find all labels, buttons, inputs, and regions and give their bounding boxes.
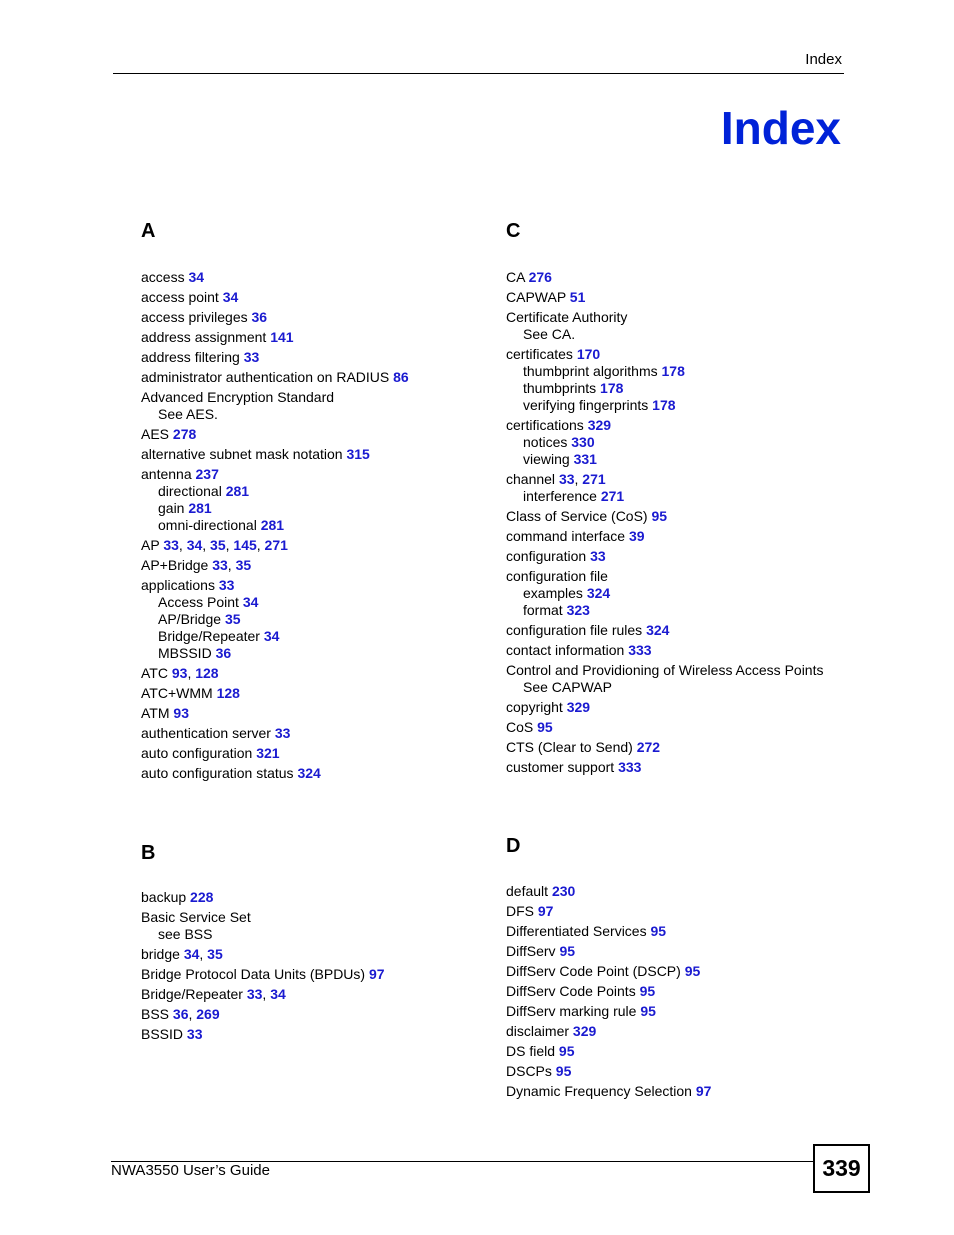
index-entry: [141, 745, 409, 762]
index-entry: [506, 508, 823, 525]
index-term: BSS 36, 269: [141, 1006, 220, 1022]
index-entry: [506, 923, 711, 940]
header-rule: [113, 73, 844, 74]
index-entry: [506, 883, 711, 900]
index-term: DiffServ Code Points 95: [506, 983, 656, 999]
page-ref-link[interactable]: 34: [270, 986, 286, 1002]
page-ref-link[interactable]: 86: [393, 369, 409, 385]
page-ref-link[interactable]: 95: [555, 1063, 572, 1079]
index-term: disclaimer 329: [506, 1023, 597, 1039]
page-ref-link[interactable]: 272: [636, 739, 661, 755]
index-entry: [141, 577, 409, 662]
index-entry: [141, 426, 409, 443]
page-ref-link[interactable]: 170: [576, 346, 601, 362]
index-entry: [141, 289, 409, 306]
index-entry: [506, 719, 823, 736]
index-term: certificates 170: [506, 346, 601, 362]
index-subterm: Bridge/Repeater 34: [158, 628, 280, 644]
index-subterm: Access Point 34: [158, 594, 259, 610]
index-entry: [506, 759, 823, 776]
index-subterm: examples 324: [523, 585, 611, 601]
page-ref-link[interactable]: 230: [551, 883, 576, 899]
index-term: DS field 95: [506, 1043, 575, 1059]
page-ref-link[interactable]: 323: [566, 602, 590, 618]
index-entry: [141, 685, 409, 702]
page-ref-link[interactable]: 33: [590, 548, 606, 564]
page-ref-link[interactable]: 34: [263, 628, 280, 644]
index-term: configuration 33: [506, 548, 606, 564]
page-ref-link[interactable]: 34: [188, 269, 205, 285]
section-d-letter: D: [506, 835, 521, 857]
page-ref-link[interactable]: 128: [195, 665, 219, 681]
index-entry: [506, 346, 823, 414]
page-ref-link[interactable]: 36: [215, 645, 232, 661]
index-entry: [141, 889, 385, 906]
page-ref-link[interactable]: 95: [639, 983, 656, 999]
page-ref-link[interactable]: 35: [210, 537, 226, 553]
index-term: DiffServ Code Point (DSCP) 95: [506, 963, 701, 979]
index-term: ATC+WMM 128: [141, 685, 240, 701]
index-term: CoS 95: [506, 719, 553, 735]
index-entry: [506, 528, 823, 545]
index-entry: [506, 983, 711, 1000]
index-entry: [506, 662, 823, 696]
page-ref-link[interactable]: 33: [212, 557, 228, 573]
index-entry: [141, 349, 409, 366]
index-subterm: notices 330: [523, 434, 595, 450]
index-term: ATM 93: [141, 705, 189, 721]
page-ref-link[interactable]: 271: [600, 488, 625, 504]
page-ref-link[interactable]: 97: [537, 903, 554, 919]
index-term: configuration file: [506, 568, 608, 584]
page-ref-link[interactable]: 331: [573, 451, 597, 467]
index-term: access privileges 36: [141, 309, 268, 325]
index-entry: [141, 309, 409, 326]
page-ref-link[interactable]: 178: [661, 363, 685, 379]
index-entry: [506, 568, 823, 619]
index-term: CAPWAP 51: [506, 289, 586, 305]
index-term: CTS (Clear to Send) 272: [506, 739, 661, 755]
index-entry: [506, 1003, 711, 1020]
page-ref-link[interactable]: 35: [224, 611, 241, 627]
page-ref-link[interactable]: 33: [558, 471, 575, 487]
page-ref-link[interactable]: 333: [618, 759, 642, 775]
page-ref-link[interactable]: 33: [163, 537, 179, 553]
index-subterm: AP/Bridge 35: [158, 611, 241, 627]
page-ref-link[interactable]: 330: [571, 434, 595, 450]
index-entry: [506, 269, 823, 286]
index-entry: [506, 1083, 711, 1100]
index-subterm: See CAPWAP: [523, 679, 612, 695]
index-entry: [506, 963, 711, 980]
index-term: Basic Service Set: [141, 909, 251, 925]
index-entry: [506, 642, 823, 659]
index-entry: [506, 622, 823, 639]
index-term: Control and Providioning of Wireless Access Points: [506, 662, 824, 678]
page-ref-link[interactable]: 324: [586, 585, 611, 601]
index-term: Dynamic Frequency Selection 97: [506, 1083, 712, 1099]
page-ref-link[interactable]: 141: [270, 329, 294, 345]
page-ref-link[interactable]: 281: [188, 500, 212, 516]
index-entry: [141, 369, 409, 386]
page-heading: Index: [720, 102, 841, 154]
page-ref-link[interactable]: 329: [587, 417, 612, 433]
page-ref-link[interactable]: 36: [172, 1006, 189, 1022]
page-ref-link[interactable]: 34: [242, 594, 259, 610]
page-ref-link[interactable]: 228: [190, 889, 214, 905]
page-ref-link[interactable]: 178: [600, 380, 624, 396]
page-ref-link[interactable]: 34: [186, 537, 203, 553]
index-term: administrator authentication on RADIUS 86: [141, 369, 409, 385]
page-ref-link[interactable]: 315: [346, 446, 370, 462]
index-term: DFS 97: [506, 903, 554, 919]
index-subterm: viewing 331: [523, 451, 597, 467]
page-ref-link[interactable]: 33: [246, 986, 263, 1002]
index-term: customer support 333: [506, 759, 642, 775]
page-ref-link[interactable]: 95: [640, 1003, 656, 1019]
index-subterm: format 323: [523, 602, 590, 618]
page-ref-link[interactable]: 278: [172, 426, 197, 442]
header-title: Index: [805, 51, 842, 68]
page-ref-link[interactable]: 281: [260, 517, 285, 533]
index-entry: [506, 1023, 711, 1040]
index-entry: [141, 329, 409, 346]
page-ref-link[interactable]: 281: [225, 483, 250, 499]
index-subterm: verifying fingerprints 178: [523, 397, 676, 413]
page-ref-link[interactable]: 95: [537, 719, 553, 735]
page-ref-link[interactable]: 333: [628, 642, 652, 658]
index-entry: [141, 909, 385, 943]
index-entry: [506, 309, 823, 343]
index-term: copyright 329: [506, 699, 591, 715]
page-ref-link[interactable]: 39: [628, 528, 645, 544]
index-term: command interface 39: [506, 528, 645, 544]
index-subterm: See CA.: [523, 326, 576, 342]
page-ref-link[interactable]: 95: [650, 923, 667, 939]
index-subterm: gain 281: [158, 500, 212, 516]
page-number-box: [813, 1144, 870, 1193]
index-term: BSSID 33: [141, 1026, 203, 1042]
index-term: antenna 237: [141, 466, 219, 482]
page-ref-link[interactable]: 178: [652, 397, 676, 413]
index-term: DiffServ 95: [506, 943, 576, 959]
index-term: address filtering 33: [141, 349, 260, 365]
index-term: DiffServ marking rule 95: [506, 1003, 656, 1019]
index-term: Bridge/Repeater 33, 34: [141, 986, 286, 1002]
page-ref-link[interactable]: 95: [684, 963, 701, 979]
index-entry: [506, 943, 711, 960]
page-ref-link[interactable]: 93: [171, 665, 188, 681]
index-term: auto configuration 321: [141, 745, 280, 761]
index-entry: [506, 471, 823, 505]
index-term: applications 33: [141, 577, 235, 593]
index-term: address assignment 141: [141, 329, 294, 345]
index-entry: [141, 269, 409, 286]
page-ref-link[interactable]: 276: [528, 269, 552, 285]
index-entry: [141, 446, 409, 463]
index-term: Bridge Protocol Data Units (BPDUs) 97: [141, 966, 385, 982]
index-entry: [141, 665, 409, 682]
index-entry: [141, 705, 409, 722]
page-ref-link[interactable]: 271: [264, 537, 288, 553]
page-ref-link[interactable]: 35: [207, 946, 223, 962]
index-entry: [506, 903, 711, 920]
index-entry: [141, 966, 385, 983]
page-ref-link[interactable]: 145: [233, 537, 257, 553]
index-entry: [506, 699, 823, 716]
index-entry: [141, 557, 409, 574]
section-b-letter: B: [141, 842, 156, 864]
index-term: CA 276: [506, 269, 552, 285]
index-subterm: see BSS: [158, 926, 213, 942]
index-entry: [506, 1063, 711, 1080]
index-term: AP+Bridge 33, 35: [141, 557, 252, 573]
page-ref-link[interactable]: 128: [216, 685, 240, 701]
index-subterm: directional 281: [158, 483, 250, 499]
index-term: Advanced Encryption Standard: [141, 389, 335, 405]
index-term: Certificate Authority: [506, 309, 628, 325]
index-entry: [141, 946, 385, 963]
page-ref-link[interactable]: 269: [196, 1006, 220, 1022]
index-entry: [141, 725, 409, 742]
index-entry: [141, 986, 385, 1003]
index-entry: [141, 1026, 385, 1043]
section-a-letter: A: [141, 220, 156, 242]
index-term: AES 278: [141, 426, 197, 442]
section-c-entries: [506, 269, 823, 779]
index-entry: [506, 548, 823, 565]
index-entry: [506, 289, 823, 306]
page-ref-link[interactable]: 237: [195, 466, 219, 482]
index-term: DSCPs 95: [506, 1063, 572, 1079]
index-term: AP 33, 34, 35, 145, 271: [141, 537, 288, 553]
index-entry: [506, 739, 823, 756]
page-ref-link[interactable]: 329: [566, 699, 591, 715]
page-ref-link[interactable]: 33: [218, 577, 235, 593]
page-ref-link[interactable]: 35: [235, 557, 252, 573]
index-term: authentication server 33: [141, 725, 291, 741]
page-ref-link[interactable]: 33: [274, 725, 291, 741]
index-entry: [506, 417, 823, 468]
index-term: ATC 93, 128: [141, 665, 219, 681]
page-ref-link[interactable]: 95: [559, 943, 576, 959]
section-c-letter: C: [506, 220, 521, 242]
page-ref-link[interactable]: 33: [243, 349, 260, 365]
index-entry: [141, 537, 409, 554]
index-entry: [141, 389, 409, 423]
page-ref-link[interactable]: 97: [368, 966, 385, 982]
index-term: Differentiated Services 95: [506, 923, 667, 939]
index-term: Class of Service (CoS) 95: [506, 508, 668, 524]
section-d-entries: [506, 883, 711, 1103]
page-ref-link[interactable]: 324: [646, 622, 670, 638]
index-term: contact information 333: [506, 642, 652, 658]
index-term: bridge 34, 35: [141, 946, 223, 962]
index-term: backup 228: [141, 889, 214, 905]
page-ref-link[interactable]: 51: [569, 289, 586, 305]
index-term: auto configuration status 324: [141, 765, 321, 781]
section-a-entries: [141, 269, 409, 785]
page-ref-link[interactable]: 34: [183, 946, 200, 962]
index-term: access point 34: [141, 289, 239, 305]
index-entry: [506, 1043, 711, 1060]
page-ref-link[interactable]: 33: [186, 1026, 203, 1042]
index-term: configuration file rules 324: [506, 622, 670, 638]
index-subterm: interference 271: [523, 488, 625, 504]
page-ref-link[interactable]: 95: [651, 508, 668, 524]
page-ref-link[interactable]: 329: [572, 1023, 597, 1039]
index-entry: [141, 466, 409, 534]
index-term: default 230: [506, 883, 576, 899]
index-subterm: thumbprints 178: [523, 380, 624, 396]
index-term: certifications 329: [506, 417, 612, 433]
page-ref-link[interactable]: 34: [222, 289, 239, 305]
index-term: channel 33, 271: [506, 471, 606, 487]
page-ref-link[interactable]: 93: [173, 705, 189, 721]
section-b-entries: [141, 889, 385, 1046]
page-ref-link[interactable]: 97: [695, 1083, 712, 1099]
index-entry: [141, 1006, 385, 1023]
index-term: alternative subnet mask notation 315: [141, 446, 370, 462]
index-subterm: MBSSID 36: [158, 645, 232, 661]
index-term: access 34: [141, 269, 205, 285]
page-ref-link[interactable]: 324: [297, 765, 321, 781]
index-subterm: thumbprint algorithms 178: [523, 363, 685, 379]
footer-guide-title: NWA3550 User’s Guide: [111, 1162, 270, 1179]
page-ref-link[interactable]: 95: [558, 1043, 575, 1059]
page-ref-link[interactable]: 271: [582, 471, 606, 487]
index-entry: [141, 765, 409, 782]
index-subterm: See AES.: [158, 406, 218, 422]
page-ref-link[interactable]: 36: [251, 309, 268, 325]
index-subterm: omni-directional 281: [158, 517, 285, 533]
page-ref-link[interactable]: 321: [256, 745, 280, 761]
page-number: 339: [822, 1155, 861, 1181]
